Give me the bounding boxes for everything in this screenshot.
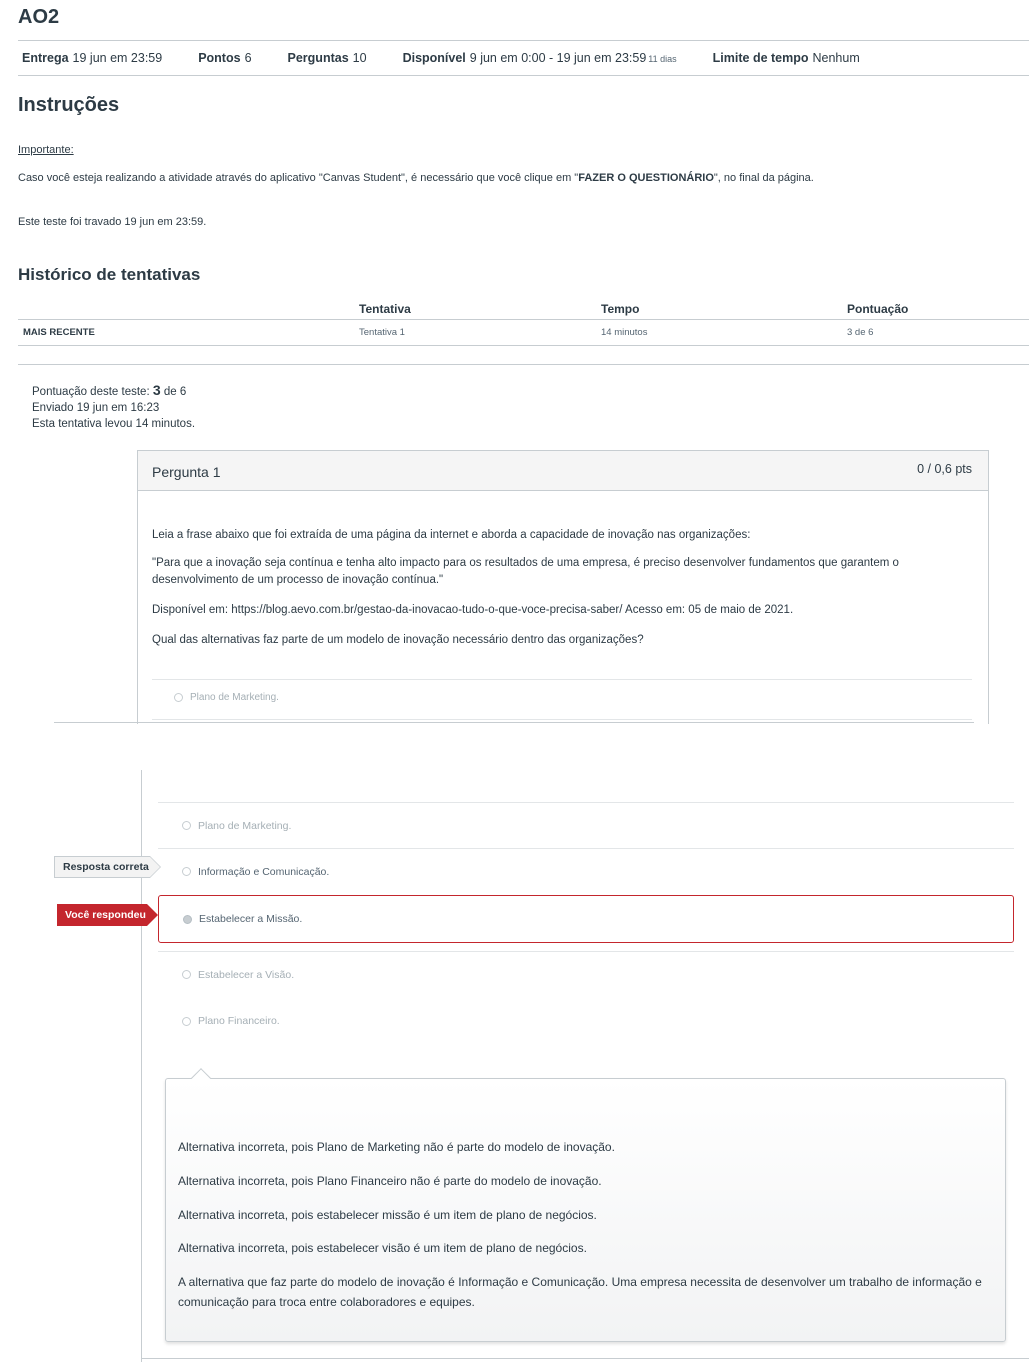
quiz-meta-bar (18, 40, 1029, 76)
question-intro: Leia a frase abaixo que foi extraída de uma página da internet e aborda a capacidade de inovação nas organizações: (152, 529, 751, 541)
meta-entrega: Entrega 19 jun em 23:59 (22, 51, 163, 65)
question-quote: "Para que a inovação seja contínua e tenha alto impacto para os resultados de uma empresa, é preciso desenvolver fundamentos que garantem o desenvolvimento de um processo de inovação contínua." (152, 557, 899, 586)
correct-answer-tag: Resposta correta (54, 856, 150, 878)
locked-notice: Este teste foi travado 19 jun em 23:59. (18, 216, 207, 228)
answer-option: Estabelecer a Visão. (158, 951, 1014, 997)
history-table (18, 298, 1029, 346)
radio-icon (182, 970, 191, 979)
question-source: Disponível em: https://blog.aevo.com.br/gestao-da-inovacao-tudo-o-que-voce-precisa-saber/ Acesso em: 05 de maio de 2021. (152, 604, 794, 616)
radio-icon (174, 693, 183, 702)
meta-limite: Limite de tempo Nenhum (712, 51, 860, 65)
answer-option: Plano Financeiro. (158, 998, 1014, 1044)
history-table-header (18, 298, 1029, 320)
important-label: Importante: (18, 144, 74, 156)
question-points: 0 / 0,6 pts (917, 462, 972, 476)
meta-perguntas: Perguntas 10 (287, 51, 367, 65)
row-label: MAIS RECENTE (23, 327, 95, 338)
radio-icon (182, 1017, 191, 1026)
feedback-line: A alternativa que faz parte do modelo de inovação é Informação e Comunicação. Uma empresa necessita de desenvolver um trabalho de informação e comunicação para troca entre colaboradores e equipes. (178, 1275, 982, 1309)
col-tentativa: Tentativa (359, 302, 411, 316)
feedback-box (165, 1078, 1006, 1342)
history-heading: Histórico de tentativas (18, 265, 201, 284)
divider (18, 364, 1029, 365)
attempt-link[interactable]: Tentativa 1 (359, 327, 405, 338)
feedback-line: Alternativa incorreta, pois Plano Financeiro não é parte do modelo de inovação. (178, 1174, 602, 1188)
divider (152, 719, 972, 720)
your-answer-tag: Você respondeu (57, 904, 147, 926)
divider (152, 679, 972, 680)
attempt-score: 3 de 6 (847, 327, 874, 338)
score-line: Pontuação deste teste: 3 de 6 (32, 382, 187, 398)
question-prompt: Qual das alternativas faz parte de um modelo de inovação necessário dentro das organizações? (152, 634, 644, 646)
duration-line: Esta tentativa levou 14 minutos. (32, 418, 196, 430)
feedback-notch (191, 1068, 211, 1088)
col-pontuacao: Pontuação (847, 302, 909, 316)
feedback-line: Alternativa incorreta, pois estabelecer missão é um item de plano de negócios. (178, 1208, 597, 1222)
meta-disponivel: Disponível 9 jun em 0:00 - 19 jun em 23:59 11 dias (402, 51, 677, 65)
sent-line: Enviado 19 jun em 16:23 (32, 402, 160, 414)
score-summary (32, 382, 195, 432)
radio-icon (182, 821, 191, 830)
feedback-line: Alternativa incorreta, pois Plano de Marketing não é parte do modelo de inovação. (178, 1140, 615, 1154)
attempt-time: 14 minutos (601, 327, 648, 338)
question-card (137, 450, 989, 724)
table-row (18, 320, 1029, 346)
question-header (138, 451, 988, 491)
radio-selected-icon (183, 915, 192, 924)
divider (54, 722, 974, 723)
answer-option: Plano de Marketing. (158, 802, 1014, 848)
col-tempo: Tempo (601, 302, 640, 316)
meta-pontos: Pontos 6 (198, 51, 252, 65)
feedback-line: Alternativa incorreta, pois estabelecer visão é um item de plano de negócios. (178, 1241, 587, 1255)
instructions-text: Caso você esteja realizando a atividade através do aplicativo "Canvas Student", é necessário que você clique em "FAZER O QUESTIONÁRIO", no final da página. (18, 172, 814, 184)
divider (141, 1358, 1029, 1359)
answer-option-correct: Informação e Comunicação. (158, 848, 1014, 894)
answer-option-chosen: Estabelecer a Missão. (158, 895, 1014, 943)
question-title: Pergunta 1 (152, 464, 221, 480)
radio-icon (182, 867, 191, 876)
page-title: AO2 (18, 6, 60, 28)
answer-option: Plano de Marketing. (174, 692, 279, 703)
instructions-heading: Instruções (18, 94, 120, 116)
